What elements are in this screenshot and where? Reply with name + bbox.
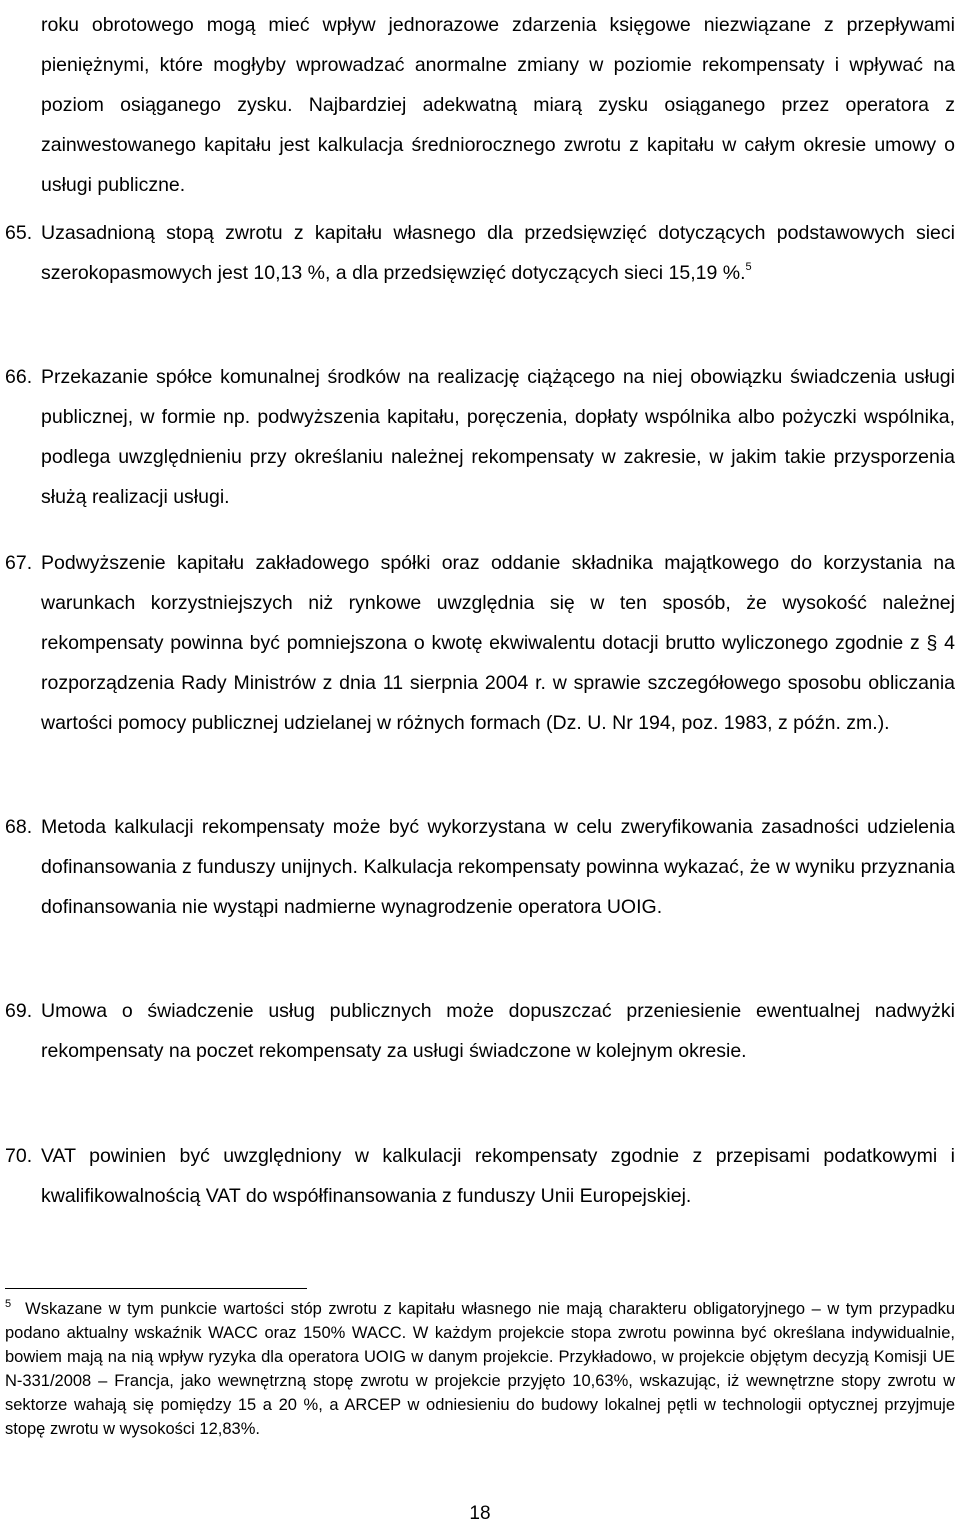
paragraph-text: Podwyższenie kapitału zakładowego spółki oraz oddanie składnika majątkowego do korzystania na warunkach korzystniejszych niż rynkowe uwzględnia się w ten sposób, że wysokość należnej rekompensaty powinna być pomniejszona o kwotę ekwiwalentu dotacji brutto wyliczonego zgodnie z § 4 rozporządzenia Rady Ministrów z dnia 11 sierpnia 2004 r. w sprawie szczegółowego sposobu obliczania wartości pomocy publicznej udzielanej w różnych formach (Dz. U. Nr 194, poz. 1983, z późn. zm.). — [41, 552, 955, 734]
footnote-text: Wskazane w tym punkcie wartości stóp zwrotu z kapitału własnego nie mają charakteru obligatoryjnego – w tym przypadku podano aktualny wskaźnik WACC oraz 150% WACC. W każdym projekcie stopa zwrotu powinna być określana indywidualnie, bowiem mają na nią wpływ ryzyka dla operatora UOIG w danym projekcie. Przykładowo, w projekcie objętym decyzją Komisji UE N-331/2008 – Francja, jako wewnętrzną stopę zwrotu w projekcie przyjęto 10,63%, wskazując, iż wewnętrzne stopy zwrotu w sektorze wahają się pomiędzy 15 a 20 %, a ARCEP w odniesieniu do budowy lokalnej pętli w technologii optycznej przyjmuje stopę zwrotu w wysokości 12,83%. — [5, 1300, 955, 1438]
paragraph-number: 65. — [5, 222, 33, 244]
paragraph-number: 70. — [5, 1145, 33, 1167]
paragraph-text: Przekazanie spółce komunalnej środków na realizację ciążącego na niej obowiązku świadczenia usługi publicznej, w formie np. podwyższenia kapitału, poręczenia, dopłaty wspólnika albo pożyczki wspólnika, podlega uwzględnieniu przy określaniu należnej rekompensaty w zakresie, w jakim takie przysporzenia służą realizacji usługi. — [41, 366, 955, 508]
paragraph-number: 69. — [5, 1000, 33, 1022]
footnote-reference: 5 — [745, 261, 752, 273]
paragraph-text: Metoda kalkulacji rekompensaty może być wykorzystana w celu zweryfikowania zasadności udzielenia dofinansowania z funduszy unijnych. Kalkulacja rekompensaty powinna wykazać, że w wyniku przyznania dofinansowania nie wystąpi nadmierne wynagrodzenie operatora UOIG. — [41, 816, 955, 918]
paragraph-body: Uzasadnioną stopą zwrotu z kapitału własnego dla przedsięwzięć dotyczących podstawowych sieci szerokopasmowych jest 10,13 %, a dla przedsięwzięć dotyczących sieci 15,19 %. — [41, 222, 955, 284]
paragraph-number: 68. — [5, 816, 33, 838]
paragraph-text — [41, 213, 955, 293]
footnote-mark: 5 — [5, 1298, 12, 1310]
paragraph-text: VAT powinien być uwzględniony w kalkulacji rekompensaty zgodnie z przepisami podatkowymi i kwalifikowalnością VAT do współfinansowania z funduszy Unii Europejskiej. — [41, 1145, 955, 1207]
paragraph-number: 67. — [5, 552, 33, 574]
paragraph-number: 66. — [5, 366, 33, 388]
page-number: 18 — [469, 1503, 491, 1524]
footnote — [5, 1297, 955, 1441]
intro-paragraph: roku obrotowego mogą mieć wpływ jednorazowe zdarzenia księgowe niezwiązane z przepływami pieniężnymi, które mogłyby wprowadzać anormalne zmiany w poziomie rekompensaty i wpływać na poziom osiąganego zysku. Najbardziej adekwatną miarą zysku osiąganego przez operatora z zainwestowanego kapitału jest kalkulacja średniorocznego zwrotu z kapitału w całym okresie umowy o usługi publiczne. — [41, 14, 955, 196]
footnote-separator — [5, 1288, 307, 1289]
paragraph-text: Umowa o świadczenie usług publicznych może dopuszczać przeniesienie ewentualnej nadwyżki rekompensaty na poczet rekompensaty za usługi świadczone w kolejnym okresie. — [41, 1000, 955, 1062]
